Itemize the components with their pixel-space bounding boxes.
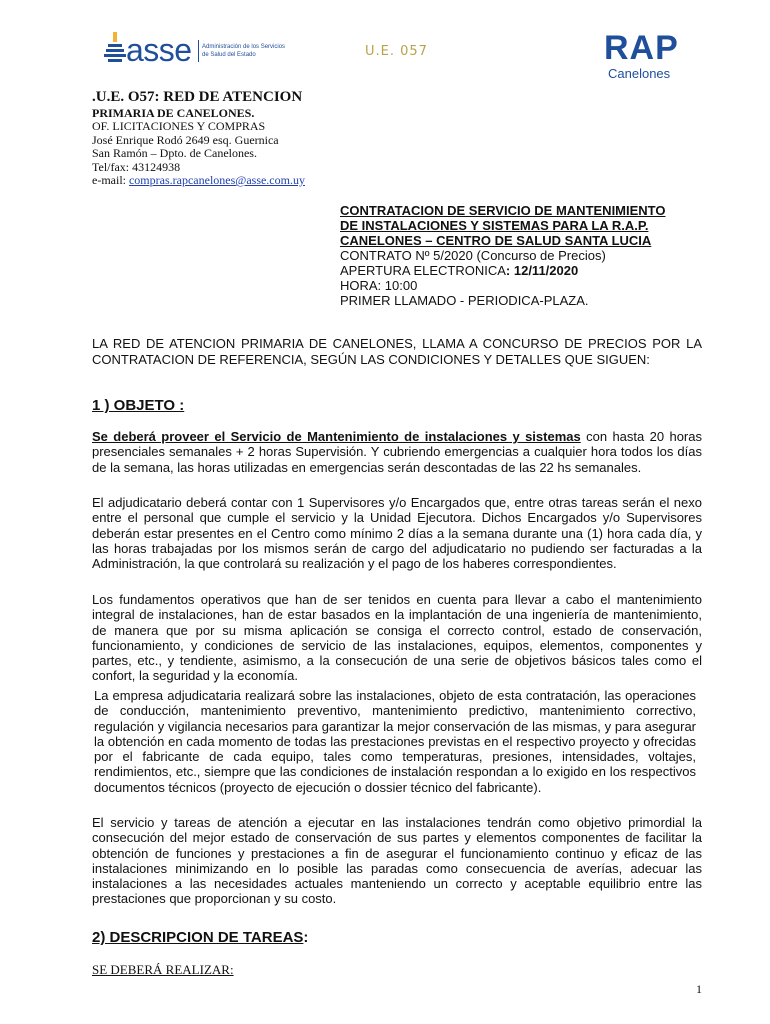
section1-paragraph3: Los fundamentos operativos que han de ser tenidos en cuenta para llevar a cabo el mantenimiento integral de instalaciones, han de estar basados en la implantación de una ingeniería de mantenimiento, de manera que por su misma aplicación se consiga el correcto control, estado de conservación, funcionamiento, y condiciones de servicio de las instalaciones, equipos, elementos, componentes y partes, etc., y tendiente, asimismo, a la consecución de una serie de objetivos básicos tales como el confort, la seguridad y la economía. [92,592,702,684]
intro-paragraph: LA RED DE ATENCION PRIMARIA DE CANELONES, LLAMA A CONCURSO DE PRECIOS POR LA CONTRATACION DE REFERENCIA, SEGÚN LAS CONDICIONES Y DETALLES QUE SIGUEN: [92,336,702,367]
address-title: .U.E. O57: RED DE ATENCION [92,89,303,105]
section1-paragraph5: El servicio y tareas de atención a ejecutar en las instalaciones tendrán como objetivo primordial la consecución del mejor estado de conservación de sus partes y elementos componentes de facilitar la obtención de funciones y prestaciones a fin de asegurar el funcionamiento continuo y eficaz de las instalaciones minimizando en lo posible las paradas como consecuencia de averías, adecuar las instalaciones a las necesidades actuales manteniendo un correcto y aceptable equilibrio entre las prestaciones que proporcionan y su costo. [92,815,702,907]
asse-logo-subtitle: Administración de los Servicios de Salud del Estado [202,44,286,58]
section1-heading: 1 ) OBJETO : [92,397,185,414]
rap-logo-text: RAP [604,29,679,67]
section1-paragraph1 [92,429,702,475]
rap-logo-subtitle: Canelones [608,66,671,81]
address-subtitle: PRIMARIA DE CANELONES. [92,106,255,120]
address-block [92,88,305,188]
asse-emblem-icon [104,32,126,66]
email-label: e-mail: [92,173,129,187]
section1-paragraph4: La empresa adjudicataria realizará sobre las instalaciones, objeto de esta contratación, las operaciones de conducción, mantenimiento preventivo, mantenimiento predictivo, mantenimiento correctivo, regulación y vigilancia necesarios para garantizar la mejor conservación de las mismas, y para asegurar la obtención en cada momento de todas las prestaciones previstas en el respectivo proyecto y ofrecidas por el fabricante de cada equipo, tales como temperaturas, presiones, intensidades, voltajes, rendimientos, etc., siempre que las condiciones de instalación respondan a lo exigido en los respectivos documentos técnicos (proyecto de ejecución o dossier técnico del fabricante). [94,688,696,795]
asse-logo-text: asse [126,32,192,68]
address-email-line [92,174,305,188]
asse-logo-divider [198,40,199,62]
paragraph1-lead: Se deberá proveer el Servicio de Mantenimiento de instalaciones y sistemas [92,429,581,444]
address-office: OF. LICITACIONES Y COMPRAS [92,119,266,133]
address-phone: Tel/fax: 43124938 [92,159,181,174]
contract-title-line2: DE INSTALACIONES Y SISTEMAS PARA LA R.A.P. [340,218,649,233]
rap-logo [604,30,694,84]
contract-number: CONTRATO Nº 5/2020 (Concurso de Precios) [340,248,606,263]
address-city: San Ramón – Dpto. de Canelones. [92,146,257,160]
paragraph1-rest: con hasta 20 horas presenciales semanales + 2 horas Supervisión. Y cubriendo emergencias a cualquier hora todos los días de la semana, las horas utilizadas en emergencias serán descontadas de las 22 hs semanales. [92,429,702,475]
contract-call: PRIMER LLAMADO - PERIODICA-PLAZA. [340,293,589,308]
email-link[interactable]: compras.rapcanelones@asse.com.uy [128,173,305,187]
address-street: José Enrique Rodó 2649 esq. Guernica [92,132,279,147]
contract-time: HORA: 10:00 [340,278,418,293]
page-number: 1 [696,982,702,996]
section2-heading-text: 2) DESCRIPCION DE TAREAS [92,929,304,946]
section1-paragraph2: El adjudicatario deberá contar con 1 Supervisores y/o Encargados que, entre otras tareas serán el nexo entre el personal que cumple el servicio y la Unidad Ejecutora. Dichos Encargados y/o Supervisores deberán estar presentes en el Centro como mínimo 2 días a la semana durante una (1) hora cada día, y las horas trabajadas por los mismos serán de cargo del adjudicatario no pudiendo ser facturadas a la Administración, la que controlará su realización y el pago de los haberes correspondientes. [92,495,702,572]
opening-date: : 12/11/2020 [505,263,579,278]
section2-heading-colon: : [303,929,309,946]
ue-label: U.E. 057 [365,44,428,59]
section2-heading [92,929,308,946]
asse-logo [104,28,294,74]
contract-title-line3: CANELONES – CENTRO DE SALUD SANTA LUCIA [340,233,652,248]
contract-title-line1: CONTRATACION DE SERVICIO DE MANTENIMIENTO [340,203,666,218]
opening-label: APERTURA ELECTRONICA [340,263,506,278]
contract-opening [340,263,666,278]
contract-block [340,203,666,308]
section2-subheading: SE DEBERÁ REALIZAR: [92,962,234,977]
